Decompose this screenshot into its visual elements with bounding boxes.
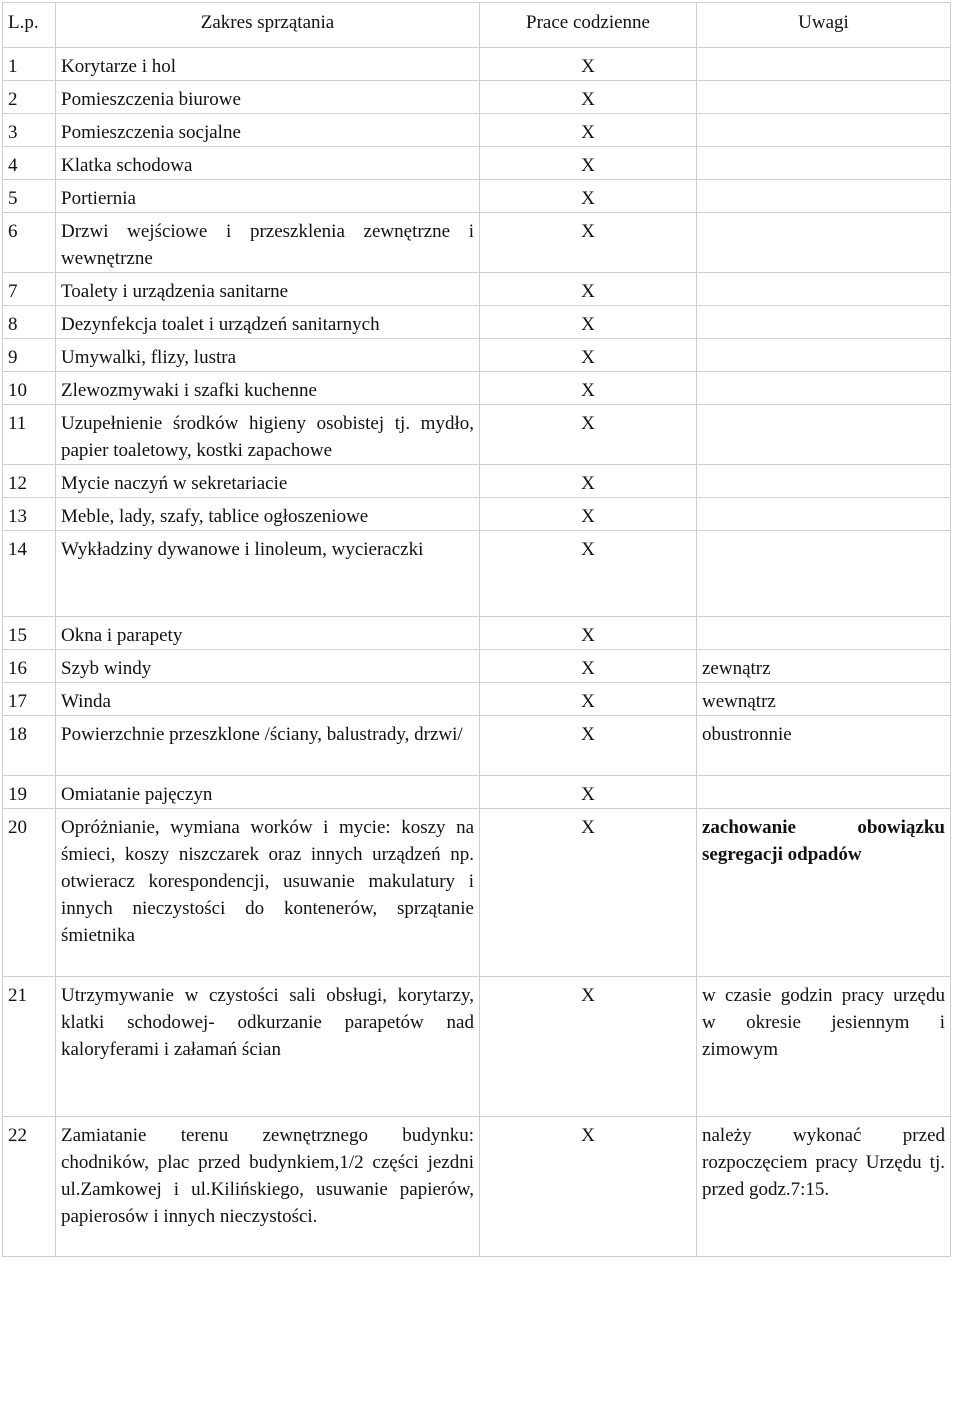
cell-prace: X — [480, 776, 697, 809]
cell-uwagi — [697, 180, 951, 213]
cell-uwagi — [697, 405, 951, 465]
cell-zakres: Zlewozmywaki i szafki kuchenne — [56, 372, 480, 405]
cell-prace: X — [480, 809, 697, 977]
cell-zakres: Meble, lady, szafy, tablice ogłoszeniowe — [56, 498, 480, 531]
table-row — [3, 809, 951, 977]
cell-uwagi — [697, 498, 951, 531]
table-row — [3, 683, 951, 716]
table-row — [3, 776, 951, 809]
cell-zakres: Opróżnianie, wymiana worków i mycie: koszy na śmieci, koszy niszczarek oraz innych urządzeń np. otwieracz korespondencji, usuwanie makulatury i innych nieczystości do kontenerów, sprzątanie śmietnika — [56, 809, 480, 977]
cell-lp: 4 — [3, 147, 56, 180]
cell-lp: 16 — [3, 650, 56, 683]
cell-uwagi — [697, 81, 951, 114]
cell-uwagi — [697, 147, 951, 180]
cell-lp: 13 — [3, 498, 56, 531]
cell-prace: X — [480, 1117, 697, 1257]
cell-lp: 18 — [3, 716, 56, 776]
cell-uwagi: zachowanie obowiązku segregacji odpadów — [697, 809, 951, 977]
cell-uwagi: należy wykonać przed rozpoczęciem pracy Urzędu tj. przed godz.7:15. — [697, 1117, 951, 1257]
cell-prace: X — [480, 180, 697, 213]
cell-uwagi: obustronnie — [697, 716, 951, 776]
cleaning-scope-table — [2, 2, 951, 1257]
cell-prace: X — [480, 81, 697, 114]
cell-prace: X — [480, 147, 697, 180]
cell-uwagi — [697, 372, 951, 405]
cell-lp: 1 — [3, 48, 56, 81]
cell-prace: X — [480, 716, 697, 776]
table-row — [3, 48, 951, 81]
cell-lp: 21 — [3, 977, 56, 1117]
cell-zakres: Winda — [56, 683, 480, 716]
table-row — [3, 273, 951, 306]
cell-uwagi — [697, 273, 951, 306]
cell-lp: 15 — [3, 617, 56, 650]
cell-zakres: Pomieszczenia socjalne — [56, 114, 480, 147]
table-row — [3, 650, 951, 683]
table-row — [3, 306, 951, 339]
cell-uwagi — [697, 617, 951, 650]
cell-zakres: Toalety i urządzenia sanitarne — [56, 273, 480, 306]
header-zakres: Zakres sprzątania — [56, 3, 480, 48]
cell-uwagi — [697, 114, 951, 147]
cell-lp: 22 — [3, 1117, 56, 1257]
cell-prace: X — [480, 498, 697, 531]
cell-zakres: Uzupełnienie środków higieny osobistej tj. mydło, papier toaletowy, kostki zapachowe — [56, 405, 480, 465]
cell-prace: X — [480, 213, 697, 273]
cell-lp: 6 — [3, 213, 56, 273]
cell-lp: 11 — [3, 405, 56, 465]
table-row — [3, 339, 951, 372]
cell-zakres: Umywalki, flizy, lustra — [56, 339, 480, 372]
table-row — [3, 114, 951, 147]
cell-prace: X — [480, 617, 697, 650]
table-row — [3, 977, 951, 1117]
cell-lp: 20 — [3, 809, 56, 977]
table-row — [3, 213, 951, 273]
cell-zakres: Szyb windy — [56, 650, 480, 683]
cell-prace: X — [480, 405, 697, 465]
cell-prace: X — [480, 372, 697, 405]
cell-uwagi: w czasie godzin pracy urzędu w okresie jesiennym i zimowym — [697, 977, 951, 1117]
table-row — [3, 147, 951, 180]
cell-prace: X — [480, 114, 697, 147]
cell-prace: X — [480, 683, 697, 716]
cell-zakres: Klatka schodowa — [56, 147, 480, 180]
table-row — [3, 372, 951, 405]
cell-lp: 7 — [3, 273, 56, 306]
header-uwagi: Uwagi — [697, 3, 951, 48]
cell-zakres: Mycie naczyń w sekretariacie — [56, 465, 480, 498]
cell-uwagi — [697, 213, 951, 273]
table-row — [3, 81, 951, 114]
table-row — [3, 617, 951, 650]
table-row — [3, 180, 951, 213]
cell-prace: X — [480, 465, 697, 498]
cell-lp: 3 — [3, 114, 56, 147]
cell-lp: 10 — [3, 372, 56, 405]
cell-zakres: Omiatanie pajęczyn — [56, 776, 480, 809]
cell-zakres: Okna i parapety — [56, 617, 480, 650]
cell-zakres: Wykładziny dywanowe i linoleum, wycieraczki — [56, 531, 480, 617]
cell-uwagi — [697, 339, 951, 372]
cell-zakres: Drzwi wejściowe i przeszklenia zewnętrzne i wewnętrzne — [56, 213, 480, 273]
table-header-row — [3, 3, 951, 48]
cell-zakres: Korytarze i hol — [56, 48, 480, 81]
cell-prace: X — [480, 339, 697, 372]
cell-prace: X — [480, 306, 697, 339]
table-row — [3, 498, 951, 531]
cell-uwagi — [697, 465, 951, 498]
cell-lp: 2 — [3, 81, 56, 114]
table-row — [3, 405, 951, 465]
cell-zakres: Pomieszczenia biurowe — [56, 81, 480, 114]
cell-uwagi — [697, 306, 951, 339]
cell-uwagi: zewnątrz — [697, 650, 951, 683]
cell-lp: 5 — [3, 180, 56, 213]
cell-lp: 9 — [3, 339, 56, 372]
cell-lp: 12 — [3, 465, 56, 498]
cell-lp: 19 — [3, 776, 56, 809]
cell-zakres: Powierzchnie przeszklone /ściany, balustrady, drzwi/ — [56, 716, 480, 776]
cell-zakres: Dezynfekcja toalet i urządzeń sanitarnych — [56, 306, 480, 339]
cell-uwagi — [697, 531, 951, 617]
cell-uwagi: wewnątrz — [697, 683, 951, 716]
cell-prace: X — [480, 650, 697, 683]
cell-zakres: Portiernia — [56, 180, 480, 213]
cell-prace: X — [480, 273, 697, 306]
table-row — [3, 465, 951, 498]
cell-prace: X — [480, 48, 697, 81]
table-row — [3, 716, 951, 776]
header-prace-codzienne: Prace codzienne — [480, 3, 697, 48]
cell-zakres: Zamiatanie terenu zewnętrznego budynku: chodników, plac przed budynkiem,1/2 części jezdni ul.Zamkowej i ul.Kilińskiego, usuwanie papierów, papierosów i innych nieczystości. — [56, 1117, 480, 1257]
cell-lp: 14 — [3, 531, 56, 617]
table-row — [3, 531, 951, 617]
cell-zakres: Utrzymywanie w czystości sali obsługi, korytarzy, klatki schodowej- odkurzanie parapetów nad kaloryferami i załamań ścian — [56, 977, 480, 1117]
cell-prace: X — [480, 531, 697, 617]
cell-uwagi — [697, 776, 951, 809]
cell-lp: 17 — [3, 683, 56, 716]
header-lp: L.p. — [3, 3, 56, 48]
cell-prace: X — [480, 977, 697, 1117]
cell-uwagi — [697, 48, 951, 81]
cell-lp: 8 — [3, 306, 56, 339]
table-row — [3, 1117, 951, 1257]
